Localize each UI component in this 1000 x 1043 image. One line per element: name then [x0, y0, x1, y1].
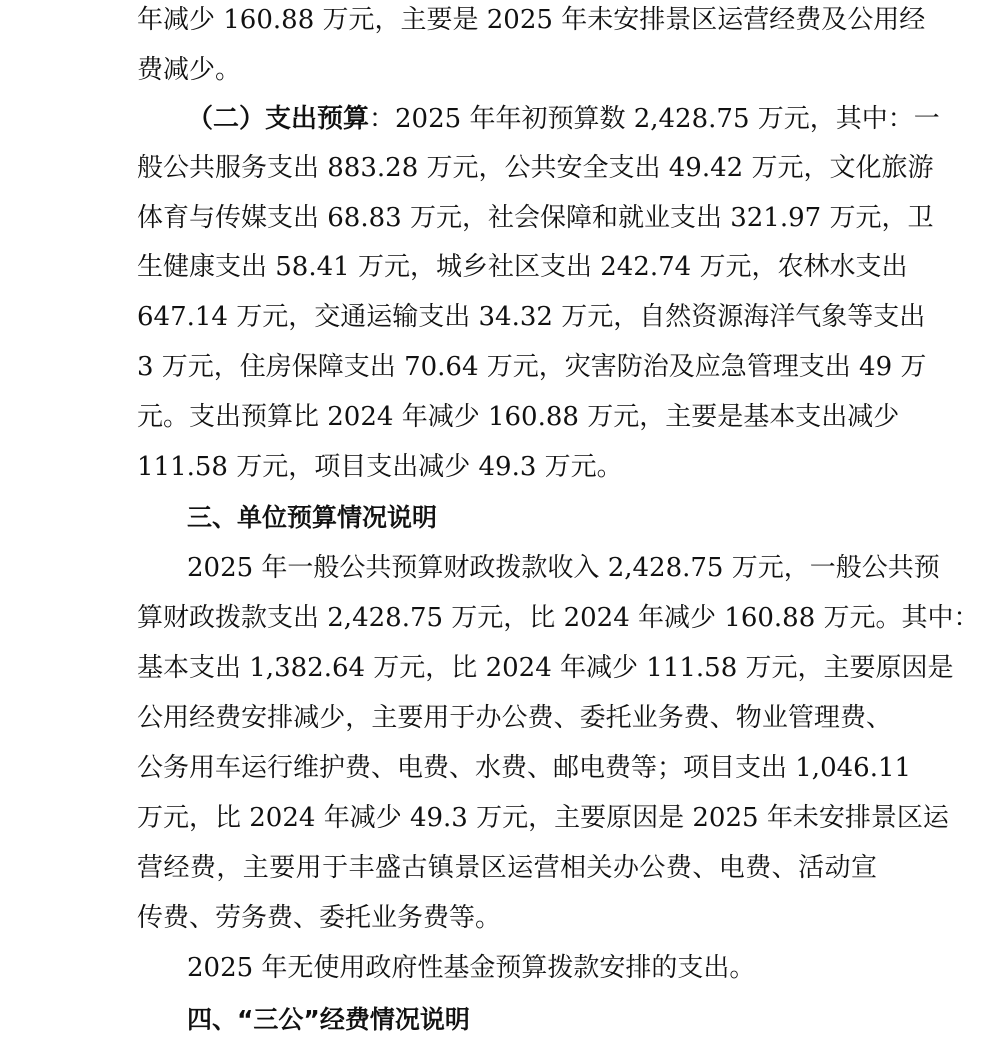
text-line: 2025 年无使用政府性基金预算拨款安排的支出。	[187, 953, 756, 983]
text-span: ：2025 年年初预算数 2,428.75 万元，其中：一	[369, 104, 940, 134]
text-line: 元。支出预算比 2024 年减少 160.88 万元，主要是基本支出减少	[137, 402, 900, 432]
text-line: 体育与传媒支出 68.83 万元，社会保障和就业支出 321.97 万元，卫	[137, 203, 934, 233]
text-line: 2025 年一般公共预算财政拨款收入 2,428.75 万元，一般公共预	[187, 553, 940, 583]
text-line: 般公共服务支出 883.28 万元，公共安全支出 49.42 万元，文化旅游	[137, 153, 934, 183]
section-heading: 四、“三公”经费情况说明	[187, 1005, 470, 1034]
section-heading: 三、单位预算情况说明	[187, 503, 438, 532]
text-line: 年减少 160.88 万元，主要是 2025 年未安排景区运营经费及公用经	[137, 5, 926, 35]
text-line	[187, 97, 940, 141]
text-line: 算财政拨款支出 2,428.75 万元，比 2024 年减少 160.88 万元。其中：	[137, 603, 980, 633]
text-line: 生健康支出 58.41 万元，城乡社区支出 242.74 万元，农林水支出	[137, 252, 908, 282]
text-line: 公用经费安排减少，主要用于办公费、委托业务费、物业管理费、	[137, 703, 892, 733]
text-line: 传费、劳务费、委托业务费等。	[137, 903, 502, 933]
text-line: 公务用车运行维护费、电费、水费、邮电费等；项目支出 1,046.11	[137, 753, 912, 783]
subsection-heading: （二）支出预算	[187, 104, 370, 134]
text-line: 万元，比 2024 年减少 49.3 万元，主要原因是 2025 年未安排景区运	[137, 803, 949, 833]
text-line: 3 万元，住房保障支出 70.64 万元，灾害防治及应急管理支出 49 万	[137, 352, 927, 382]
text-line: 费减少。	[137, 55, 242, 85]
text-line: 基本支出 1,382.64 万元，比 2024 年减少 111.58 万元，主要原因是	[137, 653, 954, 683]
text-line: 647.14 万元，交通运输支出 34.32 万元，自然资源海洋气象等支出	[137, 302, 926, 332]
text-line: 111.58 万元，项目支出减少 49.3 万元。	[137, 452, 623, 482]
text-line: 营经费，主要用于丰盛古镇景区运营相关办公费、电费、活动宣	[137, 853, 877, 883]
